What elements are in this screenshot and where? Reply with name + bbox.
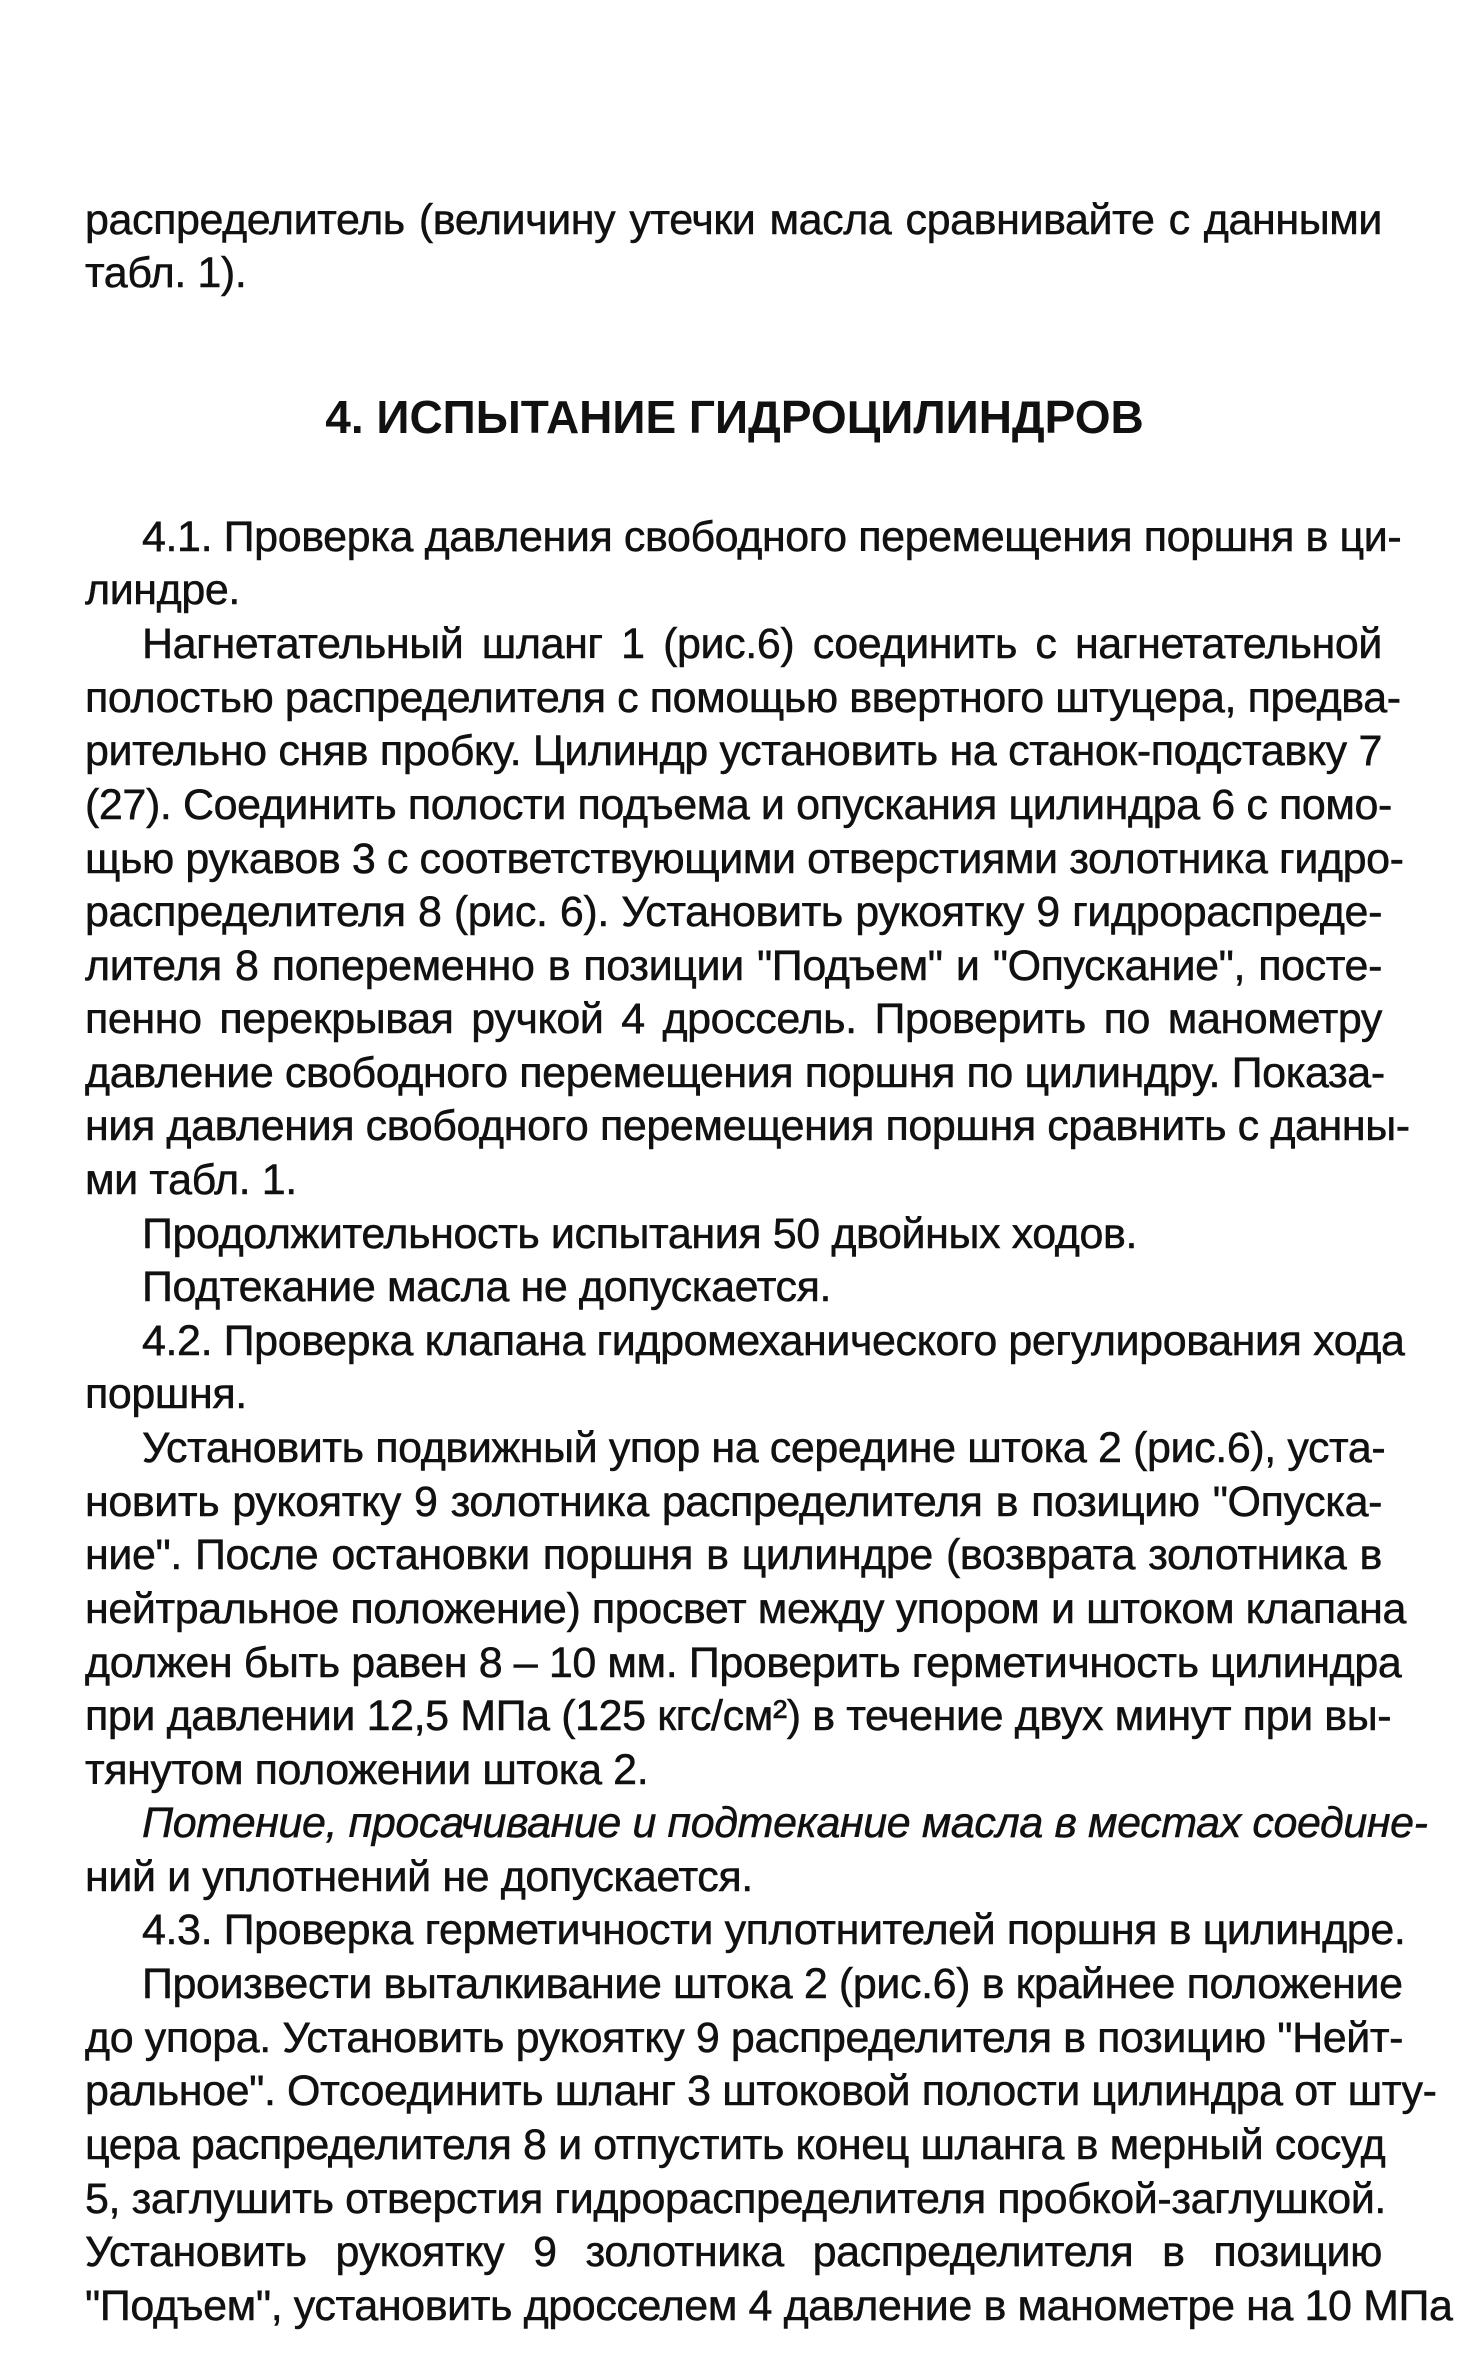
section-4-2-title: 4.2. Проверка клапана гидромеханического регулирования хода xyxy=(142,1317,1405,1365)
paragraph-line: пенно перекрывая ручкой 4 дроссель. Проверить по манометру xyxy=(85,995,1382,1043)
paragraph-line: распределителя 8 (рис. 6). Установить рукоятку 9 гидрораспреде- xyxy=(85,888,1382,936)
section-heading: 4. ИСПЫТАНИЕ ГИДРОЦИЛИНДРОВ xyxy=(325,391,1144,443)
paragraph-line: (27). Соединить полости подъема и опускания цилиндра 6 с помо- xyxy=(85,781,1392,829)
italic-note: Потение, просачивание и подтекание масла в местах соедине- xyxy=(142,1799,1428,1847)
paragraph-line: новить рукоятку 9 золотника распределителя в позицию "Опуска- xyxy=(85,1478,1382,1526)
section-4-1-title: 4.1. Проверка давления свободного перемещения поршня в ци- xyxy=(142,513,1402,561)
paragraph-line: ми табл. 1. xyxy=(85,1156,297,1204)
paragraph-line: нейтральное положение) просвет между упором и штоком клапана xyxy=(85,1585,1407,1633)
paragraph-line: Нагнетательный шланг 1 (рис.6) соединить с нагнетательной xyxy=(142,620,1382,668)
paragraph-line: ральное". Отсоединить шланг 3 штоковой полости цилиндра от шту- xyxy=(85,2067,1437,2115)
paragraph-line: ние". После остановки поршня в цилиндре (возврата золотника в xyxy=(85,1531,1382,1579)
paragraph-line: цера распределителя 8 и отпустить конец шланга в мерный сосуд xyxy=(85,2121,1386,2169)
paragraph-line: должен быть равен 8 – 10 мм. Проверить герметичность цилиндра xyxy=(85,1639,1402,1687)
paragraph-line: тянутом положении штока 2. xyxy=(85,1746,649,1794)
test-duration: Продолжительность испытания 50 двойных ходов. xyxy=(142,1210,1137,1258)
section-4-3-title: 4.3. Проверка герметичности уплотнителей поршня в цилиндре. xyxy=(142,1906,1406,1954)
leak-note: Подтекание масла не допускается. xyxy=(142,1263,832,1311)
paragraph-line: рительно сняв пробку. Цилиндр установить на станок-подставку 7 xyxy=(85,727,1382,775)
paragraph-line: Установить рукоятку 9 золотника распределителя в позицию xyxy=(85,2228,1382,2276)
paragraph-line: "Подъем", установить дросселем 4 давление в манометре на 10 МПа xyxy=(85,2282,1453,2330)
italic-note: ний и уплотнений не допускается. xyxy=(85,1853,753,1901)
paragraph-line: Произвести выталкивание штока 2 (рис.6) в крайнее положение xyxy=(142,1960,1403,2008)
paragraph-line: щью рукавов 3 с соответствующими отверстиями золотника гидро- xyxy=(85,835,1404,883)
paragraph-line: до упора. Установить рукоятку 9 распределителя в позицию "Нейт- xyxy=(85,2014,1404,2062)
intro-line: распределитель (величину утечки масла сравнивайте с данными xyxy=(85,196,1382,244)
intro-line: табл. 1). xyxy=(85,249,247,297)
paragraph-line: при давлении 12,5 МПа (125 кгс/см²) в течение двух минут при вы- xyxy=(85,1692,1392,1740)
paragraph-line: ния давления свободного перемещения поршня сравнить с данны- xyxy=(85,1102,1410,1150)
paragraph-line: Установить подвижный упор на середине штока 2 (рис.6), уста- xyxy=(142,1424,1386,1472)
paragraph-line: 5, заглушить отверстия гидрораспределителя пробкой-заглушкой. xyxy=(85,2175,1386,2223)
paragraph-line: давление свободного перемещения поршня по цилиндру. Показа- xyxy=(85,1049,1385,1097)
paragraph-line: полостью распределителя с помощью ввертного штуцера, предва- xyxy=(85,674,1401,722)
paragraph-line: лителя 8 попеременно в позиции "Подъем" и "Опускание", посте- xyxy=(85,942,1382,990)
section-4-1-title: линдре. xyxy=(85,566,240,614)
section-4-2-title: поршня. xyxy=(85,1370,247,1418)
